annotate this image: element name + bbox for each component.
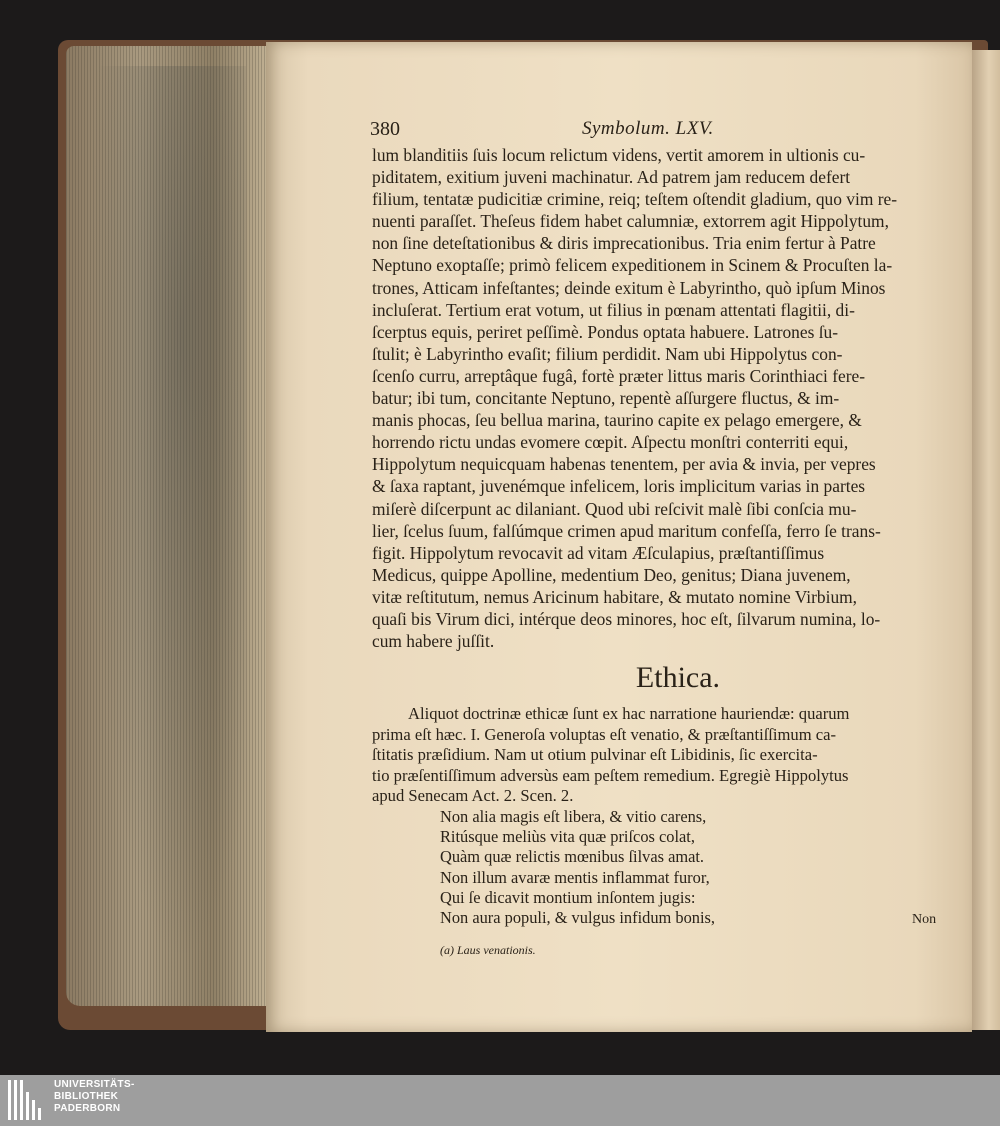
footnote: (a) Laus venationis.	[440, 943, 536, 957]
library-name-line: UNIVERSITÄTS-	[54, 1079, 135, 1090]
text-line: quaſi bis Virum dici, intérque deos minores, hoc eſt, ſilvarum numina, lo-	[372, 608, 881, 629]
verse-line: Qui ſe dicavit montium inſontem jugis:	[440, 887, 696, 907]
narrative-body	[372, 144, 944, 652]
text-line: piditatem, exitium juveni machinatur. Ad patrem jam reducem defert	[372, 167, 851, 188]
text-line: apud Senecam Act. 2. Scen. 2.	[372, 786, 574, 806]
library-name-line: BIBLIOTHEK	[54, 1091, 119, 1102]
page-text	[372, 114, 944, 928]
text-line: cum habere juſſit.	[372, 631, 495, 652]
text-line: miſerè diſcerpunt ac dilaniant. Quod ubi reſcivit malè ſibi conſcia mu-	[372, 498, 857, 519]
library-name-line: PADERBORN	[54, 1103, 121, 1114]
verse-line: Non illum avaræ mentis inflammat furor,	[440, 867, 710, 887]
facing-page-edge	[972, 50, 1000, 1030]
text-line: horrendo rictu undas evomere cœpit. Aſpectu monſtri conterriti equi,	[372, 432, 849, 453]
catchword: Non	[912, 912, 937, 927]
text-line: batur; ibi tum, concitante Neptuno, repentè aſſurgere fluctus, & im-	[372, 388, 840, 409]
text-line: figit. Hippolytum revocavit ad vitam Æſculapius, præſtantiſſimus	[372, 542, 825, 563]
text-line: non ſine deteſtationibus & diris imprecationibus. Tria enim fertur à Patre	[372, 233, 876, 254]
library-footer	[0, 1075, 1000, 1126]
library-logo-icon	[8, 1080, 48, 1120]
ethica-paragraph	[372, 704, 944, 807]
text-line: trones, Atticam infeſtantes; deinde exitum è Labyrintho, quò ipſum Minos	[372, 277, 886, 298]
library-name[interactable]	[54, 1079, 135, 1115]
text-line: ſtitatis præſidium. Nam ut otium pulvinar eſt Libidinis, ſic exercita-	[372, 745, 818, 765]
verse-quotation	[372, 807, 944, 929]
text-line: ſtulit; è Labyrintho evaſit; filium perdidit. Nam ubi Hippolytus con-	[372, 343, 843, 364]
text-line: manis phocas, ſeu bellua marina, taurino capite ex pelago emergere, &	[372, 410, 862, 431]
verse-line: Quàm quæ relictis mœnibus ſilvas amat.	[440, 847, 705, 867]
verse-line: Ritúsque meliùs vita quæ priſcos colat,	[440, 826, 695, 846]
text-line: & ſaxa raptant, juvenémque infelicem, loris implicitum varias in partes	[372, 476, 866, 497]
running-head-title: Symbolum. LXV.	[582, 118, 714, 139]
text-line: Medicus, quippe Apolline, medentium Deo, genitus; Diana juvenem,	[372, 564, 851, 585]
text-line: lum blanditiis ſuis locum relictum videns, vertit amorem in ultionis cu-	[372, 145, 866, 165]
verse-line: Non aura populi, & vulgus infidum bonis,	[440, 908, 715, 928]
text-line: vitæ reſtitutum, nemus Aricinum habitare, & mutato nomine Virbium,	[372, 586, 858, 607]
page-number: 380	[370, 118, 400, 140]
text-line: nuenti paraſſet. Theſeus fidem habet calumniæ, extorrem agit Hippolytum,	[372, 211, 889, 232]
text-line: Neptuno exoptaſſe; primò felicem expeditionem in Scinem & Procuſten la-	[372, 255, 893, 276]
section-title: Ethica.	[635, 661, 721, 695]
text-line: filium, tentatæ pudicitiæ crimine, reiq; teſtem oſtendit gladium, quo vim re-	[372, 189, 897, 210]
page-edges	[66, 46, 276, 1006]
verse-line: Non alia magis eſt libera, & vitio carens,	[440, 806, 707, 826]
text-line: lier, ſcelus ſuum, falſúmque crimen apud maritum confeſſa, ferro ſe trans-	[372, 520, 881, 541]
text-line: ſcerptus equis, periret peſſimè. Pondus optata habuere. Latrones ſu-	[372, 321, 839, 342]
text-line: ſcenſo curru, arreptâque fugâ, fortè præter littus maris Corinthiaci fere-	[372, 365, 866, 386]
text-line: Aliquot doctrinæ ethicæ ſunt ex hac narratione hauriendæ: quarum	[408, 704, 850, 724]
text-line: prima eſt hæc. I. Generoſa voluptas eſt venatio, & præſtantiſſimum ca-	[372, 724, 837, 744]
text-line: Hippolytum nequicquam habenas tenentem, per avia & invia, per vepres	[372, 454, 876, 475]
text-line: incluſerat. Tertium erat votum, ut filius in pœnam attentati flagitii, di-	[372, 299, 855, 320]
text-line: tio præſentiſſimum adversùs eam peſtem remedium. Egregiè Hippolytus	[372, 765, 849, 785]
running-head	[372, 114, 944, 144]
